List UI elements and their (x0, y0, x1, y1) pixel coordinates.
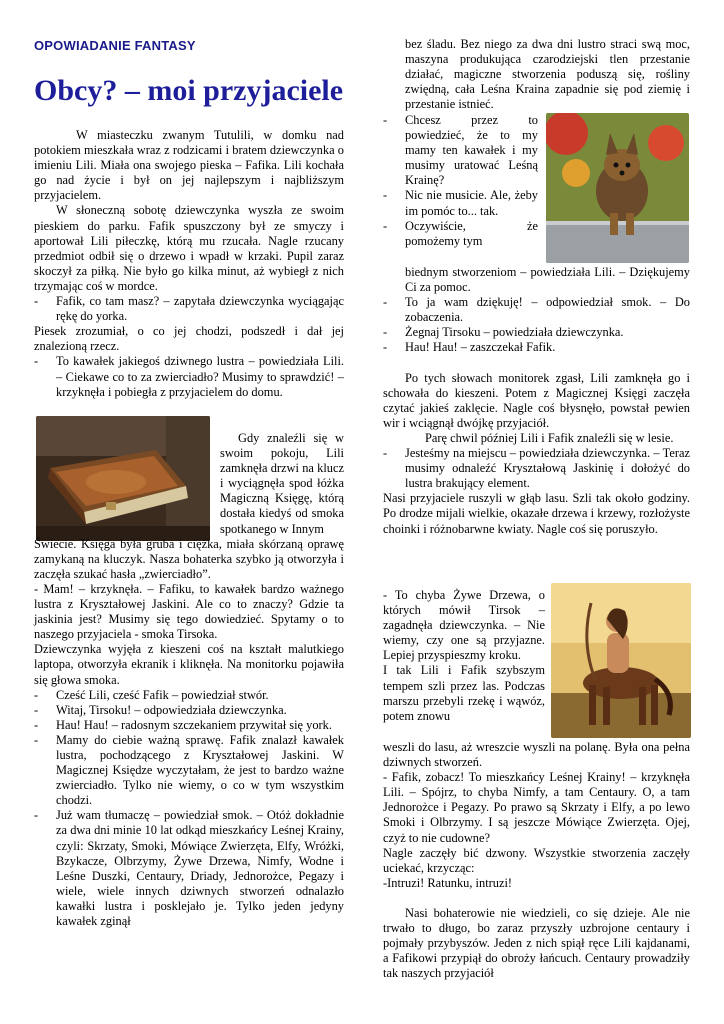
left-column-wrap (34, 431, 344, 929)
dialogue-line: - To kawałek jakiegoś dziwnego lustra – powiedziała Lili. – Ciekawe co to za zwierciadło? Musimy to sprawdzić! – krzyknęła i pobiegła z przyjacielem do domu. (34, 354, 344, 399)
right-column-narrow-2 (383, 588, 545, 724)
paragraph: weszli do lasu, aż wreszcie wyszli na polanę. Była ona pełna dziwnych stworzeń. (383, 740, 690, 770)
dialogue-line: - Cześć Lili, cześć Fafik – powiedział stwór. (34, 687, 269, 702)
paragraph: bez śladu. Bez niego za dwa dni lustro straci swą moc, maszyna produkująca czarodziejski tlen przestanie działać, magiczne stworzenia poduszą się, rośliny zwiędną, cała Leśna Kraina zapadnie się pod ziemię i przestanie istnieć. (405, 37, 690, 112)
dialogue-line: - To ja wam dziękuję! – odpowiedział smok. – Do zobaczenia. (383, 295, 690, 325)
paragraph: Nasi bohaterowie nie wiedzieli, co się dzieje. Ale nie trwało to długo, bo zaraz przyszły uzbrojone centaury i pojmały przybyszów. Jeden z nich spiął ręce Lili kajdanami, a Fafikowi przypiął do obroży łańcuch. Centaury prowadziły tak naszych przyjaciół (383, 905, 690, 981)
dialogue-line: - Jesteśmy na miejscu – powiedziała dziewczynka. – Teraz musimy odnaleźć Kryształową Jaskinię i dołożyć do lustra brakujący element. (383, 446, 690, 491)
section-label: OPOWIADANIE FANTASY (34, 38, 196, 53)
dialogue-line: - Żegnaj Tirsoku – powiedziała dziewczynka. (383, 325, 624, 340)
dialogue-line: - Nic nie musicie. Ale, żeby im pomóc to... tak. (383, 188, 538, 218)
dialogue-line: - Już wam tłumaczę – powiedział smok. – Otóż dokładnie za dwa dni minie 10 lat odkąd mieszkańcy Leśnej Krainy, czyli: Skrzaty, Smoki, Mówiące Zwierzęta, Elfy, Wróżki, Bzykacze, Olbrzymy, Żywe Drzewa, Nimfy, Wodne i Leśne Duszki, Centaury, Driady, Jednorożce, Pegazy i wiele, wiele innych dziwnych stworzeń odnalazło kawałki lustra i posklejało je. Tylko jeden jedyny kawałek zginął (34, 808, 344, 928)
dialogue-line: - Fafik, co tam masz? – zapytała dziewczynka wyciągając rękę do yorka. (34, 294, 344, 324)
paragraph: Nagle zaczęły bić dzwony. Wszystkie stworzenia zaczęły uciekać, krzycząc: (383, 845, 690, 875)
paragraph: biednym stworzeniom – powiedziała Lili. – Dziękujemy Ci za pomoc. (405, 265, 690, 295)
paragraph: W miasteczku zwanym Tutulili, w domku nad potokiem mieszkała wraz z rodzicami i bratem dziewczynka o imieniu Lili. Miała ona swojego pieska – Fafika. Lili kochała go nad życie i był on jej najlepszym i najbliższym przyjacielem. (34, 128, 344, 203)
right-column-cont (383, 265, 690, 537)
dialogue-line: - Witaj, Tirsoku! – odpowiedziała dziewczynka. (34, 702, 287, 717)
left-column (34, 128, 344, 400)
paragraph: Po tych słowach monitorek zgasł, Lili zamknęła go i schowała do kieszeni. Potem z Magicznej Księgi zaczęła czytać jakieś zaklęcie. Nagle coś błysnęło, powstał pewien wir i wciągnął dwójkę przyjaciół. (383, 370, 690, 430)
dialogue-line: - Hau! Hau! – zaszczekał Fafik. (383, 340, 556, 355)
dog-photo (546, 113, 689, 263)
story-title: Obcy? – moi przyjaciele (34, 74, 344, 107)
dialogue-line: - Mamy do ciebie ważną sprawę. Fafik znalazł kawałek lustra, pochodzącego z Kryształowej Jaskini. W Magicznej Księdze wyczytałam, że jest to bardzo ważne zwierciadło. Tylko nie wiemy, o co w tym wszystkim chodzi. (34, 732, 344, 808)
paragraph: Świecie. Księga była gruba i ciężka, miała skórzaną oprawę zamykaną na kluczyk. Nasza bohaterka szybko ją otworzyła i zaczęła szukać hasła „zwierciadło”. (34, 536, 344, 581)
paragraph: - Fafik, zobacz! To mieszkańcy Leśnej Krainy! – krzyknęła Lili. – Spójrz, to chyba Nimfy, a tam Centaury. O, a tam Jednorożce i Pegazy. Po prawo są Skrzaty i Elfy, a po lewo Smoki i Olbrzymy. I są jeszcze Mówiące Zwierzęta. Ojej, czyż to nie cudowne? (383, 770, 690, 845)
centaur-photo (551, 583, 691, 738)
dialogue-line: - Hau! Hau! – radosnym szczekaniem przywitał się york. (34, 717, 332, 732)
right-column-end (383, 740, 690, 981)
right-column (383, 37, 690, 112)
paragraph: W słoneczną sobotę dziewczynka wyszła ze swoim pieskiem do parku. Fafik spuszczony był ze smyczy i aportował Lili piłeczkę, którą mu rzucała. Nagle rzucany przedmiot odbił się o drzewo i wpadł w krzaki. Pupil zaraz skoczył za piłką. Nie było go kilka minut, aż wybiegł z nich trzymając coś w mordce. (34, 203, 344, 293)
paragraph: Dziewczynka wyjęła z kieszeni coś na kształt malutkiego laptopa, otworzyła ekranik i kliknęła. Na monitorku pojawiła się głowa smoka. (34, 642, 344, 687)
paragraph: Piesek zrozumiał, o co jej chodzi, podszedł i dał jej znalezioną rzecz. (34, 324, 344, 354)
paragraph: I tak Lili i Fafik szybszym tempem szli przez las. Podczas marszu przebyli rzekę i wąwóz, potem znowu (383, 663, 545, 723)
paragraph: Nasi przyjaciele ruszyli w głąb lasu. Szli tak około godziny. Po drodze mijali wielkie, okazałe drzewa i krzewy, rozłożyste choinki i różnobarwne kwiaty. Nagle coś się poruszyło. (383, 491, 690, 536)
paragraph: Gdy znaleźli się w swoim pokoju, Lili zamknęła drzwi na klucz i wyciągnęła spod łóżka Magiczną Księgę, którą dostała kiedyś od smoka spotkanego w Innym (220, 431, 344, 536)
paragraph: -Intruzi! Ratunku, intruzi! (383, 875, 513, 890)
dialogue-line: - Chcesz przez to powiedzieć, że to my mamy ten kawałek i my musimy uratować Leśną Krainę? (383, 113, 538, 188)
paragraph: Parę chwil później Lili i Fafik znaleźli się w lesie. (425, 430, 674, 445)
right-column-narrow (383, 113, 538, 249)
dialogue-line: - Oczywiście, że pomożemy tym (383, 218, 538, 248)
paragraph: - To chyba Żywe Drzewa, o których mówił Tirsok – zagadnęła dziewczynka. – Nie wiemy, czy one są przyjazne. Lepiej przyspieszmy kroku. (383, 588, 545, 663)
paragraph: - Mam! – krzyknęła. – Fafiku, to kawałek bardzo ważnego lustra z Kryształowej Jaskini. Ale co to znaczy? Gdzie ta jaskinia jest? Musimy się tego dowiedzieć. Spytamy o to naszego przyjaciela - smoka Tirsoka. (34, 581, 344, 642)
